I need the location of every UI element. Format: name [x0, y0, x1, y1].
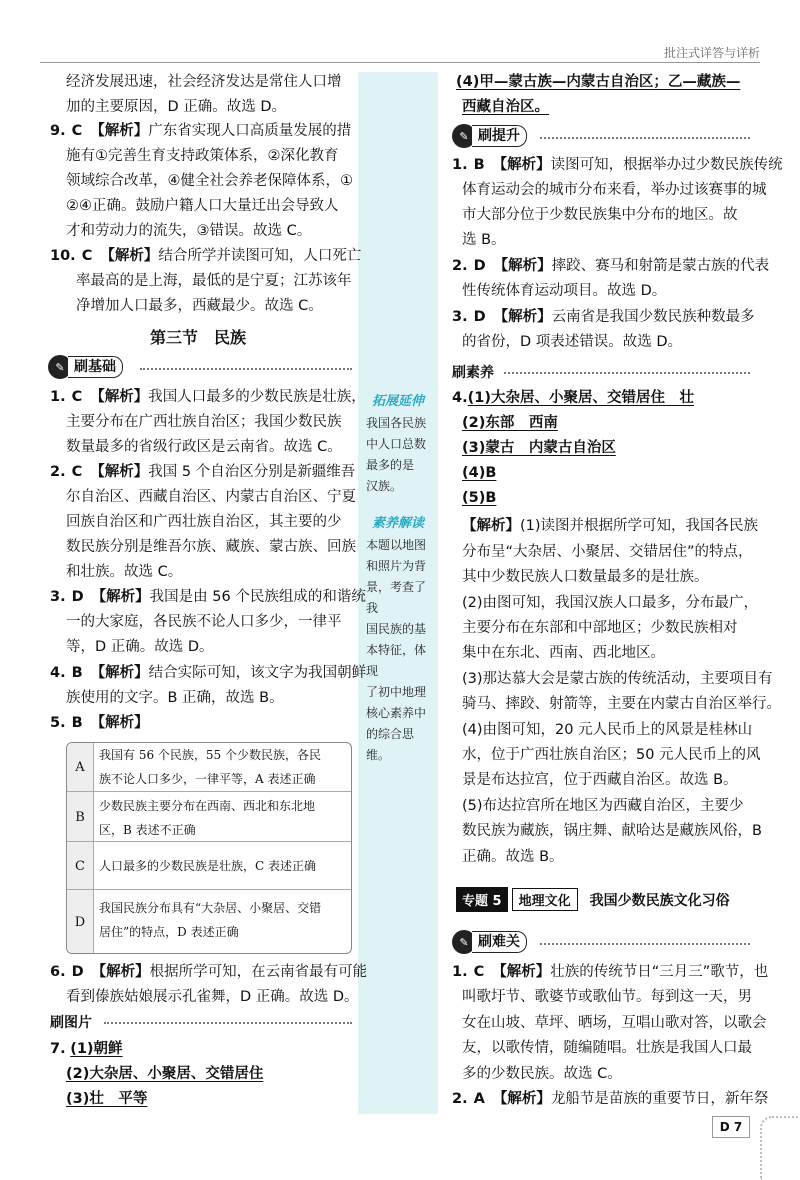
text-line: 数民族为藏族，锅庄舞、献哈达是藏族风俗，B — [462, 823, 762, 839]
q3-answer: 3. D 【解析】云南省是我国少数民族种数最多 — [452, 309, 755, 325]
text-line: 主要分布在东部和中部地区；少数民族相对 — [462, 620, 738, 636]
page-corner-decoration — [760, 1116, 800, 1180]
text-line: (4)由图可知，20 元人民币上的风景是桂林山 — [462, 722, 753, 738]
page-number: D 7 — [712, 1116, 750, 1138]
text-line: 西藏自治区。 — [462, 99, 549, 115]
text-line: 看到傣族姑娘展示孔雀舞，D 正确。故选 D。 — [66, 989, 359, 1005]
text-line: (4)甲—蒙古族—内蒙古自治区；乙—藏族— — [456, 74, 741, 90]
badge-basic: ✎ 刷基础 — [48, 355, 123, 379]
row-letter: C — [67, 842, 94, 890]
text-line: (5)布达拉宫所在地区为西藏自治区，主要少 — [462, 798, 744, 814]
text-line: 集中在东北、西南、西北地区。 — [462, 645, 665, 661]
text-line: (2)东部 西南 — [462, 415, 558, 431]
text-line: 分布呈“大杂居、小聚居、交错居住”的特点， — [462, 544, 753, 560]
text-line: 净增加人口最多，西藏最少。故选 C。 — [76, 298, 323, 314]
text-line: 一的大家庭，各民族不论人口多少，一律平 — [66, 614, 342, 630]
q9-answer: 9. C 【解析】广东省实现人口高质量发展的措 — [50, 123, 352, 139]
badge-improve: ✎ 刷提升 — [452, 124, 527, 148]
topic-title: 我国少数民族文化习俗 — [589, 892, 730, 909]
section-title: 第三节 民族 — [150, 328, 247, 347]
text-line: (5)B — [462, 490, 497, 506]
text-line: 叫歌圩节、歌婆节或歌仙节。每到这一天，男 — [462, 989, 752, 1005]
note-text: 我国各民族 中人口总数 最多的是 汉族。 — [366, 416, 427, 493]
text-line: 领域综合改革，④健全社会养老保障体系，① — [66, 173, 353, 189]
text-line: ②④正确。鼓励户籍人口大量迁出会导致人 — [66, 198, 339, 214]
q4-answer: 4. B 【解析】结合实际可知，该文字为我国朝鲜 — [50, 665, 367, 681]
q7-answer: 7. (1)朝鲜 — [50, 1041, 123, 1057]
text-line: 体育运动会的城市分布来看，举办过该赛事的城 — [462, 182, 767, 198]
q1-answer: 1. C 【解析】我国人口最多的少数民族是壮族， — [50, 389, 366, 405]
q2-hard-answer: 2. A 【解析】龙船节是苗族的重要节日，新年祭 — [452, 1091, 769, 1107]
row-letter: B — [67, 792, 94, 842]
text-line: 数量最多的省级行政区是云南省。故选 C。 — [66, 439, 342, 455]
q2-answer: 2. D 【解析】摔跤、赛马和射箭是蒙古族的代表 — [452, 258, 770, 274]
text-line: 加的主要原因，D 正确。故选 D。 — [66, 99, 287, 115]
topic-header — [456, 887, 730, 912]
dotted-divider — [104, 1022, 352, 1024]
table-row: A 我国有 56 个民族，55 个少数民族，各民 族不论人口多少，一律平等，A 表述正确 — [67, 743, 351, 791]
text-line: 多的少数民族。故选 C。 — [462, 1066, 622, 1082]
topic-label: 专题 5 — [456, 887, 508, 912]
q5-answer: 5. B 【解析】 — [50, 715, 149, 731]
header-divider — [40, 62, 760, 63]
text-line: 友，以歌传情，随编随唱。壮族是我国人口最 — [462, 1040, 752, 1056]
text-line: 族使用的文字。B 正确，故选 B。 — [66, 690, 284, 706]
q1-answer: 1. B 【解析】读图可知，根据举办过少数民族传统 — [452, 157, 783, 173]
note-text: 本题以地图 和照片为背 景，考查了我 国民族的基 本特征，体现 了初中地理 核心素养中 的综合思维。 — [366, 538, 427, 762]
text-line: 尔自治区、西藏自治区、内蒙古自治区、宁夏 — [66, 489, 356, 505]
q2-answer: 2. C 【解析】我国 5 个自治区分别是新疆维吾 — [50, 464, 356, 480]
topic-sub: 地理文化 — [512, 888, 578, 911]
text-line: 率最高的是上海，最低的是宁夏；江苏该年 — [76, 273, 352, 289]
text-line: 市大部分位于少数民族集中分布的地区。故 — [462, 207, 738, 223]
pen-icon: ✎ — [452, 930, 476, 954]
row-letter: A — [67, 743, 94, 791]
q10-answer: 10. C 【解析】结合所学并读图可知，人口死亡 — [50, 248, 362, 264]
q4-analysis: 【解析】(1)读图并根据所学可知，我国各民族 — [462, 518, 759, 534]
text-line: 回族自治区和广西壮族自治区，其主要的少 — [66, 514, 342, 530]
text-line: 施有①完善生育支持政策体系，②深化教育 — [66, 148, 339, 164]
text-line: 正确。故选 B。 — [462, 849, 564, 865]
text-line: (2)由图可知，我国汉族人口最多，分布最广， — [462, 595, 759, 611]
dotted-divider — [540, 137, 750, 139]
badge-hard: ✎ 刷难关 — [452, 930, 527, 954]
pen-icon: ✎ — [452, 124, 476, 148]
analysis-table — [66, 742, 352, 954]
text-line: 数民族分别是维吾尔族、藏族、蒙古族、回族 — [66, 539, 356, 555]
text-line: (3)蒙古 内蒙古自治区 — [462, 440, 616, 456]
text-line: (3)那达慕大会是蒙古族的传统活动，主要项目有 — [462, 671, 773, 687]
q6-answer: 6. D 【解析】根据所学可知，在云南省最有可能 — [50, 964, 368, 980]
q3-answer: 3. D 【解析】我国是由 56 个民族组成的和谐统 — [50, 589, 366, 605]
text-line: 才和劳动力的流失，③错误。故选 C。 — [66, 223, 312, 239]
q1-hard-answer: 1. C 【解析】壮族的传统节日“三月三”歌节，也 — [452, 964, 769, 980]
text-line: 和壮族。故选 C。 — [66, 564, 183, 580]
header-title: 批注式详答与详析 — [663, 46, 760, 60]
text-line: 骑马、摔跤、射箭等，主要在内蒙古自治区举行。 — [462, 696, 781, 712]
pen-icon: ✎ — [48, 355, 72, 379]
badge-picture: 刷图片 — [50, 1015, 92, 1031]
note-title-literacy: 素养解读 — [371, 516, 424, 531]
dotted-divider — [504, 372, 750, 374]
text-line: 水，位于广西壮族自治区；50 元人民币上的风 — [462, 747, 761, 763]
text-line: 性传统体育运动项目。故选 D。 — [462, 283, 667, 299]
text-line: 选 B。 — [462, 232, 506, 248]
note-title-extension: 拓展延伸 — [371, 394, 424, 409]
text-line: (3)壮 平等 — [66, 1091, 148, 1107]
badge-quality: 刷素养 — [452, 365, 494, 381]
table-row: D 我国民族分布具有“大杂居、小聚居、交错 居住”的特点，D 表述正确 — [67, 889, 351, 954]
table-row: C 人口最多的少数民族是壮族，C 表述正确 — [67, 841, 351, 890]
text-line: (4)B — [462, 465, 497, 481]
text-line: 经济发展迅速，社会经济发达是常住人口增 — [66, 74, 342, 90]
text-line: 其中少数民族人口数量最多的是壮族。 — [462, 569, 709, 585]
text-line: 女在山坡、草坪、晒场，互唱山歌对答，以歌会 — [462, 1015, 767, 1031]
text-line: 的省份，D 项表述错误。故选 D。 — [462, 334, 683, 350]
text-line: 主要分布在广西壮族自治区；我国少数民族 — [66, 414, 342, 430]
dotted-divider — [140, 368, 352, 370]
text-line: 等，D 正确。故选 D。 — [66, 639, 214, 655]
row-letter: D — [67, 890, 94, 954]
text-line: 景是布达拉宫，位于西藏自治区。故选 B。 — [462, 772, 738, 788]
text-line: (2)大杂居、小聚居、交错居住 — [66, 1066, 264, 1082]
q4-answer: 4.(1)大杂居、小聚居、交错居住 壮 — [452, 390, 694, 406]
dotted-divider — [540, 943, 750, 945]
table-row: B 少数民族主要分布在西南、西北和东北地 区，B 表述不正确 — [67, 791, 351, 842]
